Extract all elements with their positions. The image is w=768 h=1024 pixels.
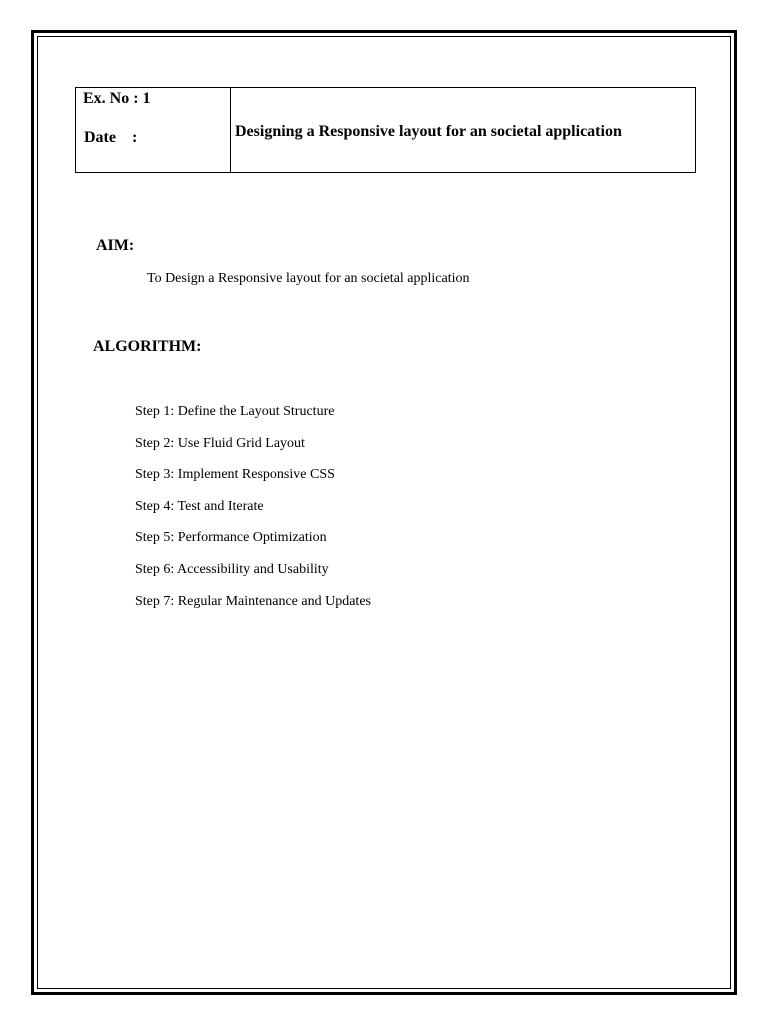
algorithm-heading: ALGORITHM: xyxy=(93,338,202,355)
algorithm-step: Step 7: Regular Maintenance and Updates xyxy=(135,593,371,609)
algorithm-step: Step 2: Use Fluid Grid Layout xyxy=(135,435,305,451)
algorithm-steps-list xyxy=(135,403,371,624)
date-label: Date : xyxy=(84,129,138,146)
algorithm-step: Step 3: Implement Responsive CSS xyxy=(135,467,335,483)
exercise-title: Designing a Responsive layout for an societal application xyxy=(235,123,622,140)
algorithm-step: Step 1: Define the Layout Structure xyxy=(135,404,335,419)
exercise-number: Ex. No : 1 xyxy=(83,90,151,107)
algorithm-step: Step 4: Test and Iterate xyxy=(135,498,264,514)
aim-heading: AIM: xyxy=(96,237,135,254)
algorithm-step: Step 5: Performance Optimization xyxy=(135,530,327,546)
algorithm-step: Step 6: Accessibility and Usability xyxy=(135,561,329,577)
header-left-cell xyxy=(76,88,231,172)
aim-text: To Design a Responsive layout for an societal application xyxy=(147,271,470,286)
header-table xyxy=(75,87,696,173)
header-right-cell xyxy=(231,88,695,172)
